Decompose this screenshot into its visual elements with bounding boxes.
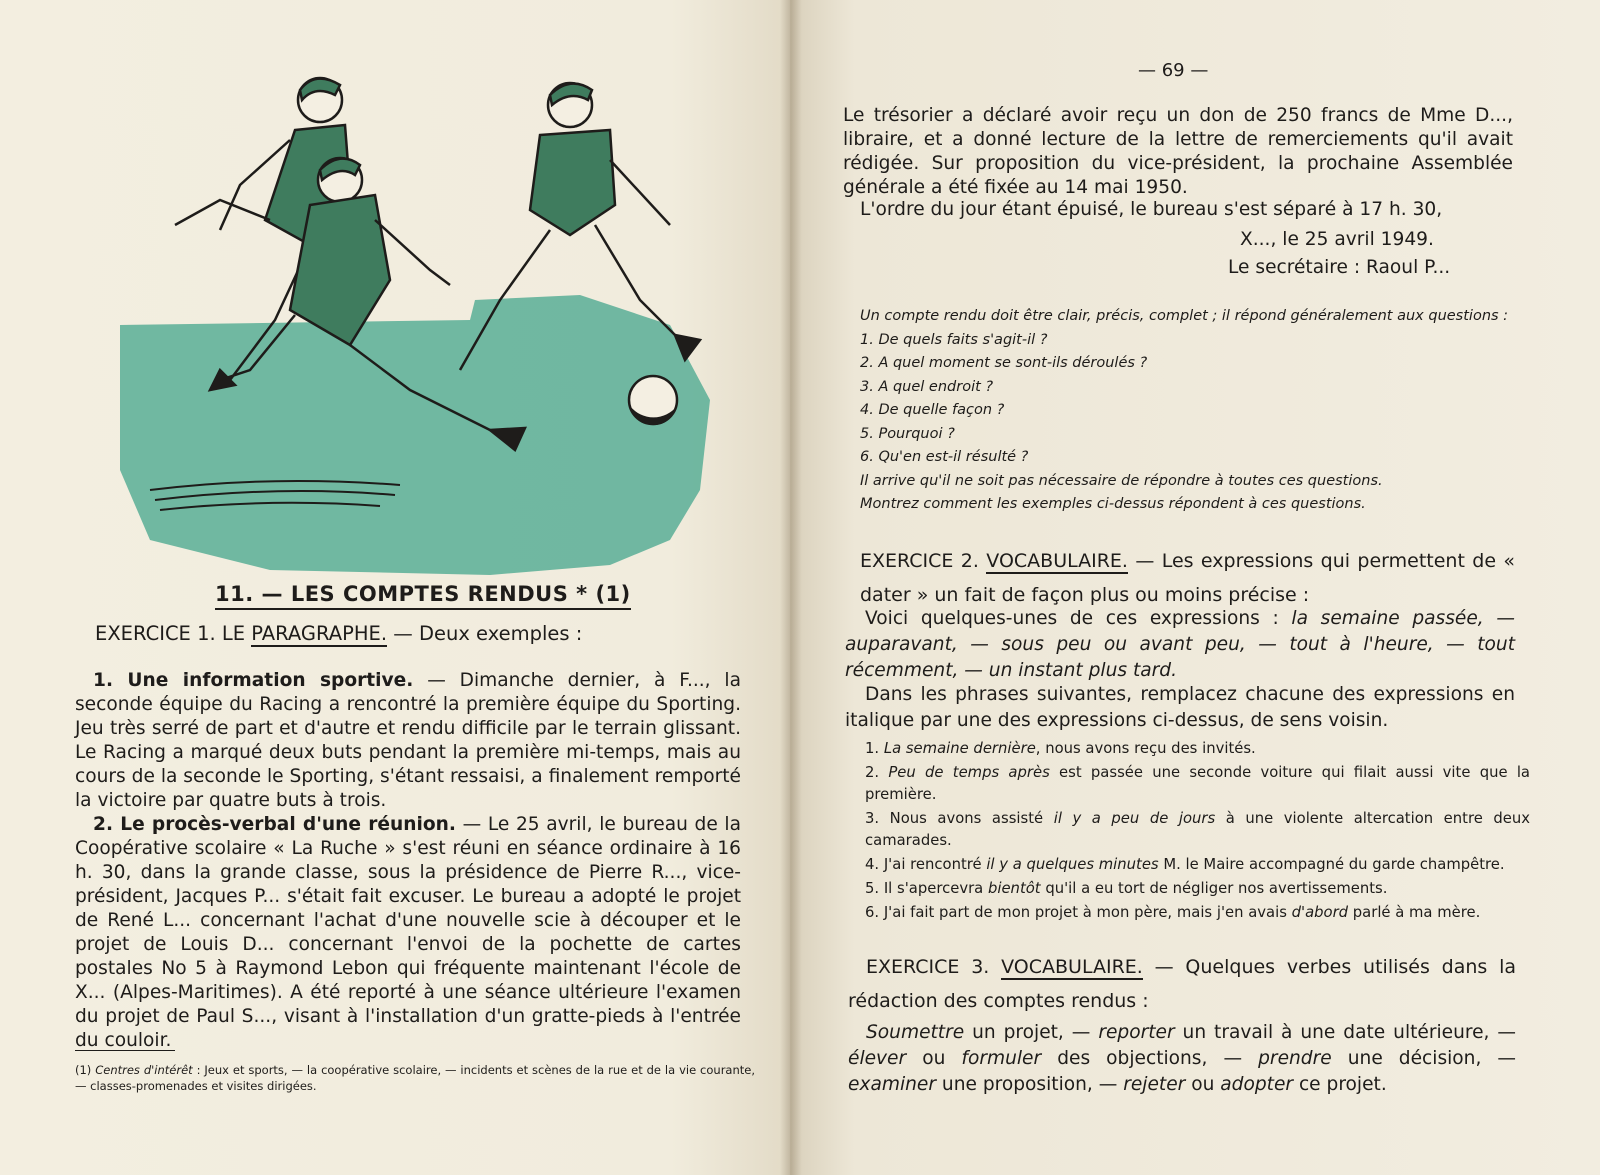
date-line: X..., le 25 avril 1949.: [1240, 229, 1434, 250]
question-item: 3. A quel endroit ?: [860, 378, 994, 395]
signature-line: Le secrétaire : Raoul P...: [1228, 257, 1451, 278]
rule-note: Il arrive qu'il ne soit pas nécessaire de répondre à toutes ces questions.: [860, 472, 1383, 489]
football-players-illustration: [110, 70, 730, 580]
page-number: — 69 —: [1138, 60, 1209, 81]
question-item: 6. Qu'en est-il résulté ?: [860, 449, 1029, 465]
exercise3-verbs: Soumettre un projet, — reporter un travail à une date ultérieure, — élever ou formuler des objections, — prendre une décision, — examiner une proposition, — rejeter ou adopter ce projet.: [848, 1022, 1517, 1095]
rule-intro: Un compte rendu doit être clair, précis, complet ; il répond généralement aux questions :: [860, 308, 1509, 324]
question-item: 4. De quelle façon ?: [860, 402, 1005, 418]
sentence-item: 6. J'ai fait part de mon projet à mon père, mais j'en avais d'abord parlé à ma mère.: [865, 904, 1481, 921]
rule-box: [860, 305, 1530, 517]
footnote: (1) Centres d'intérêt : Jeux et sports, — la coopérative scolaire, — incidents et scènes de la rue et de la vie courante, — classes-promenades et visites dirigées.: [75, 1063, 756, 1093]
question-item: 1. De quels faits s'agit-il ?: [860, 331, 1048, 348]
exercise1-heading: EXERCICE 1. LE PARAGRAPHE. — Deux exemples :: [95, 622, 583, 645]
exercise2-intro: Voici quelques-unes de ces expressions : la semaine passée, — auparavant, — sous peu ou avant peu, — tout à l'heure, — tout récemment, — un instant plus tard.: [845, 608, 1515, 681]
example1-paragraph: 1. Une information sportive. — Dimanche dernier, à F..., la seconde équipe du Racing a rencontré la première équipe du Sporting. Jeu très serré de part et d'autre et rendu difficile par le terrain glissant. Le Racing a marqué deux buts pendant la première mi-temps, mais au cours de la seconde le Sporting, s'étant ressaisi, a finalement remporté la victoire par quatre buts à trois.: [75, 670, 741, 811]
exercise3-heading: EXERCICE 3. VOCABULAIRE. — Quelques verbes utilisés dans la rédaction des comptes rendus :: [848, 956, 1517, 1012]
book-gutter: [780, 0, 802, 1175]
chapter-title: 11. — LES COMPTES RENDUS * (1): [215, 582, 631, 610]
exercise2-instruction: Dans les phrases suivantes, remplacez chacune des expressions en italique par une des expressions ci-dessus, de sens voisin.: [845, 684, 1515, 731]
sentence-item: 2. Peu de temps après est passée une seconde voiture qui filait aussi vite que la première.: [865, 764, 1530, 803]
question-item: 5. Pourquoi ?: [860, 425, 955, 442]
sentence-item: 4. J'ai rencontré il y a quelques minutes M. le Maire accompagné du garde champêtre.: [865, 856, 1505, 873]
exercise2-heading: EXERCICE 2. VOCABULAIRE. — Les expressions qui permettent de « dater » un fait de façon plus ou moins précise :: [860, 550, 1515, 606]
example2-paragraph: 2. Le procès-verbal d'une réunion. — Le 25 avril, le bureau de la Coopérative scolaire « La Ruche » s'est réuni en séance ordinaire à 16 h. 30, dans la grande classe, sous la présidence de Pierre R..., vice-président, Jacques P... s'était fait excuser. Le bureau a adopté le projet de René L... concernant l'achat d'une nouvelle scie à découper et le projet de Louis D... concernant l'envoi de la pochette de cartes postales No 5 à Raymond Lebon qui fréquente maintenant l'école de X... (Alpes-Maritimes). A été reporté à une séance ultérieure l'examen du projet de Paul S..., visant à l'installation d'un gratte-pieds à l'entrée du couloir.: [75, 814, 741, 1051]
minutes-closing: L'ordre du jour étant épuisé, le bureau s'est séparé à 17 h. 30,: [860, 199, 1443, 220]
sentence-item: 3. Nous avons assisté il y a peu de jours à une violente altercation entre deux camarades.: [865, 810, 1530, 849]
sentence-item: 5. Il s'apercevra bientôt qu'il a eu tort de négliger nos avertissements.: [865, 880, 1388, 897]
rule-note: Montrez comment les exemples ci-dessus répondent à ces questions.: [860, 496, 1366, 512]
sentence-item: 1. La semaine dernière, nous avons reçu des invités.: [865, 740, 1256, 757]
minutes-continuation: Le trésorier a déclaré avoir reçu un don de 250 francs de Mme D..., libraire, et a donné lecture de la lettre de remerciements qu'il avait rédigée. Sur proposition du vice-président, la prochaine Assemblée générale a été fixée au 14 mai 1950.: [843, 105, 1513, 198]
question-item: 2. A quel moment se sont-ils déroulés ?: [860, 355, 1148, 371]
footnote-rule: [75, 1050, 175, 1051]
exercise2-sentences: [865, 738, 1530, 926]
grass-patch: [120, 295, 710, 575]
